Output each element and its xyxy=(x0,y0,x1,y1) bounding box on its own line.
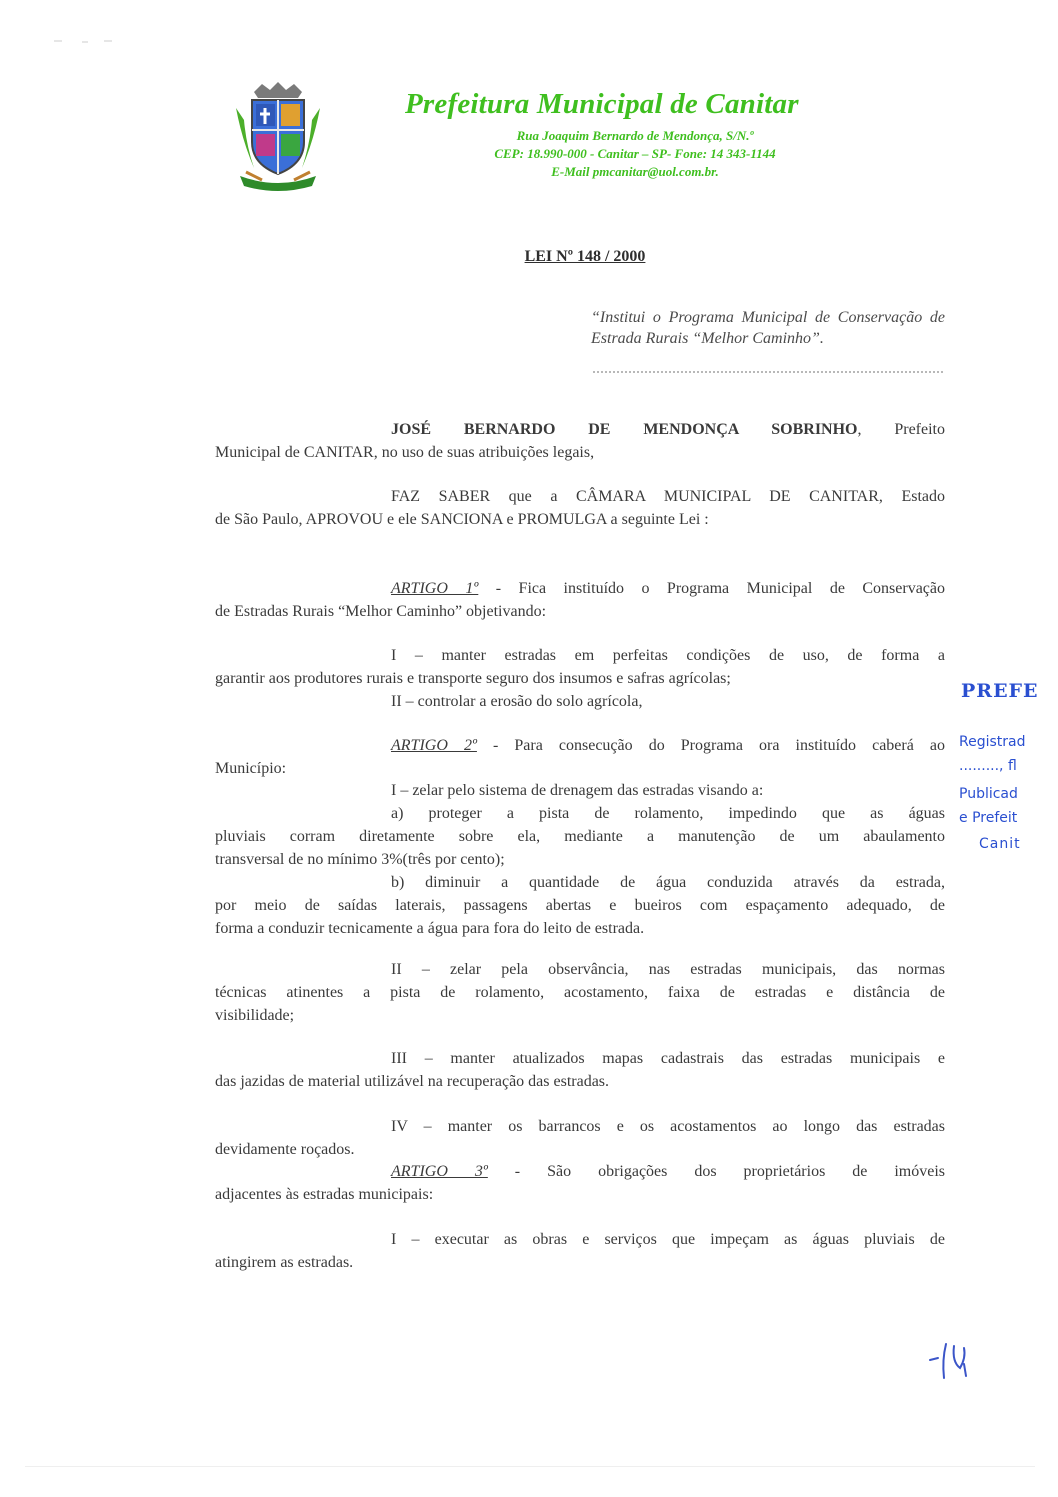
faz-saber-line-2: de São Paulo, APROVOU e ele SANCIONA e PROMULGA a seguinte Lei : xyxy=(215,511,709,528)
article-2-item-b-line-2: por meio de saídas laterais, passagens abertas e bueiros com espaçamento adequado, de xyxy=(215,897,945,914)
article-3-line-1 xyxy=(215,1160,945,1183)
article-3-item-1-line-1: I – executar as obras e serviços que impeçam as águas pluviais de xyxy=(391,1231,945,1248)
intro-line-2: Municipal de CANITAR, no uso de suas atribuições legais, xyxy=(215,444,595,461)
article-2-item-2-line-2: técnicas atinentes a pista de rolamento, acostamento, faixa de estradas e distância de xyxy=(215,984,945,1001)
article-3-line-2: adjacentes às estradas municipais: xyxy=(215,1186,434,1203)
mayor-title: , Prefeito xyxy=(857,421,946,438)
municipal-coat-of-arms-icon xyxy=(232,80,324,196)
article-3 xyxy=(215,1160,945,1206)
article-2-item-3-line-2: das jazidas de material utilizável na recuperação das estradas. xyxy=(215,1073,610,1090)
article-2 xyxy=(215,734,945,757)
article-1 xyxy=(215,577,945,623)
stamp-line-6: Canit xyxy=(979,836,1021,852)
handwritten-initials-icon xyxy=(924,1338,984,1383)
article-2-municipio xyxy=(215,757,945,780)
intro-line-1 xyxy=(215,418,945,441)
article-2-item-4-line-1: IV – manter os barrancos e os acostamentos ao longo das estradas xyxy=(391,1118,945,1135)
article-2-item-3 xyxy=(215,1047,945,1093)
article-2-label: ARTIGO 2º xyxy=(391,737,477,754)
letterhead-address: Rua Joaquim Bernardo de Mendonça, S/N.º xyxy=(516,128,754,143)
stamp-line-4: Publicad xyxy=(959,786,1018,802)
article-2-item-3-line-1: III – manter atualizados mapas cadastrais das estradas municipais e xyxy=(391,1050,945,1067)
letterhead-email: E-Mail pmcanitar@uol.com.br. xyxy=(551,164,719,179)
article-2-item-2-line-3: visibilidade; xyxy=(215,1007,295,1024)
ementa-divider xyxy=(593,371,943,373)
faz-saber-paragraph xyxy=(215,485,945,531)
letterhead-title: Prefeitura Municipal de Canitar xyxy=(405,88,799,120)
article-2-item-a-line-2: pluviais corram diretamente sobre ela, mediante a manutenção de um abaulamento xyxy=(215,828,945,845)
stamp-line-1: PREFE xyxy=(961,680,1039,702)
intro-paragraph xyxy=(215,418,945,464)
article-3-item-1-line-2: atingirem as estradas. xyxy=(215,1254,354,1271)
article-1-text: - Fica instituído o Programa Municipal de Conservação xyxy=(478,580,946,597)
law-title: LEI Nº 148 / 2000 xyxy=(524,248,646,265)
article-2-item-2-line-1: II – zelar pela observância, nas estradas municipais, das normas xyxy=(391,961,945,978)
article-2-items xyxy=(215,779,945,940)
article-2-line-1 xyxy=(215,734,945,757)
scan-artifact-icon xyxy=(52,38,122,44)
article-3-item-1 xyxy=(215,1228,945,1274)
article-2-item-4-line-2: devidamente roçados. xyxy=(215,1141,355,1158)
registration-stamp xyxy=(955,680,1058,880)
letterhead-cep-phone: CEP: 18.990-000 - Canitar – SP- Fone: 14 343-1144 xyxy=(494,146,776,161)
faz-saber-line-1: FAZ SABER que a CÂMARA MUNICIPAL DE CANITAR, Estado xyxy=(391,488,945,505)
law-ementa: “Institui o Programa Municipal de Conservação de Estrada Rurais “Melhor Caminho”. xyxy=(591,309,945,347)
article-1-item-1-line-2: garantir aos produtores rurais e transporte seguro dos insumos e safras agrícolas; xyxy=(215,670,731,687)
article-1-label: ARTIGO 1º xyxy=(391,580,479,597)
article-2-item-2 xyxy=(215,958,945,1027)
article-2-item-4 xyxy=(215,1115,945,1161)
article-1-line-1 xyxy=(215,577,945,600)
article-3-label: ARTIGO 3º xyxy=(391,1163,488,1180)
article-2-item-b-line-3: forma a conduzir tecnicamente a água para fora do leito de estrada. xyxy=(215,920,645,937)
article-1-item-1-line-1: I – manter estradas em perfeitas condições de uso, de forma a xyxy=(391,647,945,664)
article-2-item-1: I – zelar pelo sistema de drenagem das estradas visando a: xyxy=(391,782,764,799)
article-1-item-2: II – controlar a erosão do solo agrícola, xyxy=(391,693,643,710)
article-2-item-a-line-1: a) proteger a pista de rolamento, impedindo que as águas xyxy=(391,805,945,822)
article-2-item-a-line-3: transversal de no mínimo 3%(três por cento); xyxy=(215,851,505,868)
article-2-item-b-line-1: b) diminuir a quantidade de água conduzida através da estrada, xyxy=(391,874,945,891)
article-1-line-2: de Estradas Rurais “Melhor Caminho” objetivando: xyxy=(215,603,547,620)
mayor-name: JOSÉ BERNARDO DE MENDONÇA SOBRINHO xyxy=(391,421,858,438)
stamp-line-5: e Prefeit xyxy=(959,810,1018,826)
article-1-items xyxy=(215,644,945,713)
article-3-text: - São obrigações dos proprietários de imóveis xyxy=(487,1163,946,1180)
article-2-text: - Para consecução do Programa ora instituído caberá ao xyxy=(476,737,945,754)
stamp-line-3: ........., fl xyxy=(959,758,1017,774)
page-bottom-divider xyxy=(25,1466,1035,1467)
stamp-line-2: Registrad xyxy=(959,734,1026,750)
article-2-line-2: Município: xyxy=(215,760,287,777)
